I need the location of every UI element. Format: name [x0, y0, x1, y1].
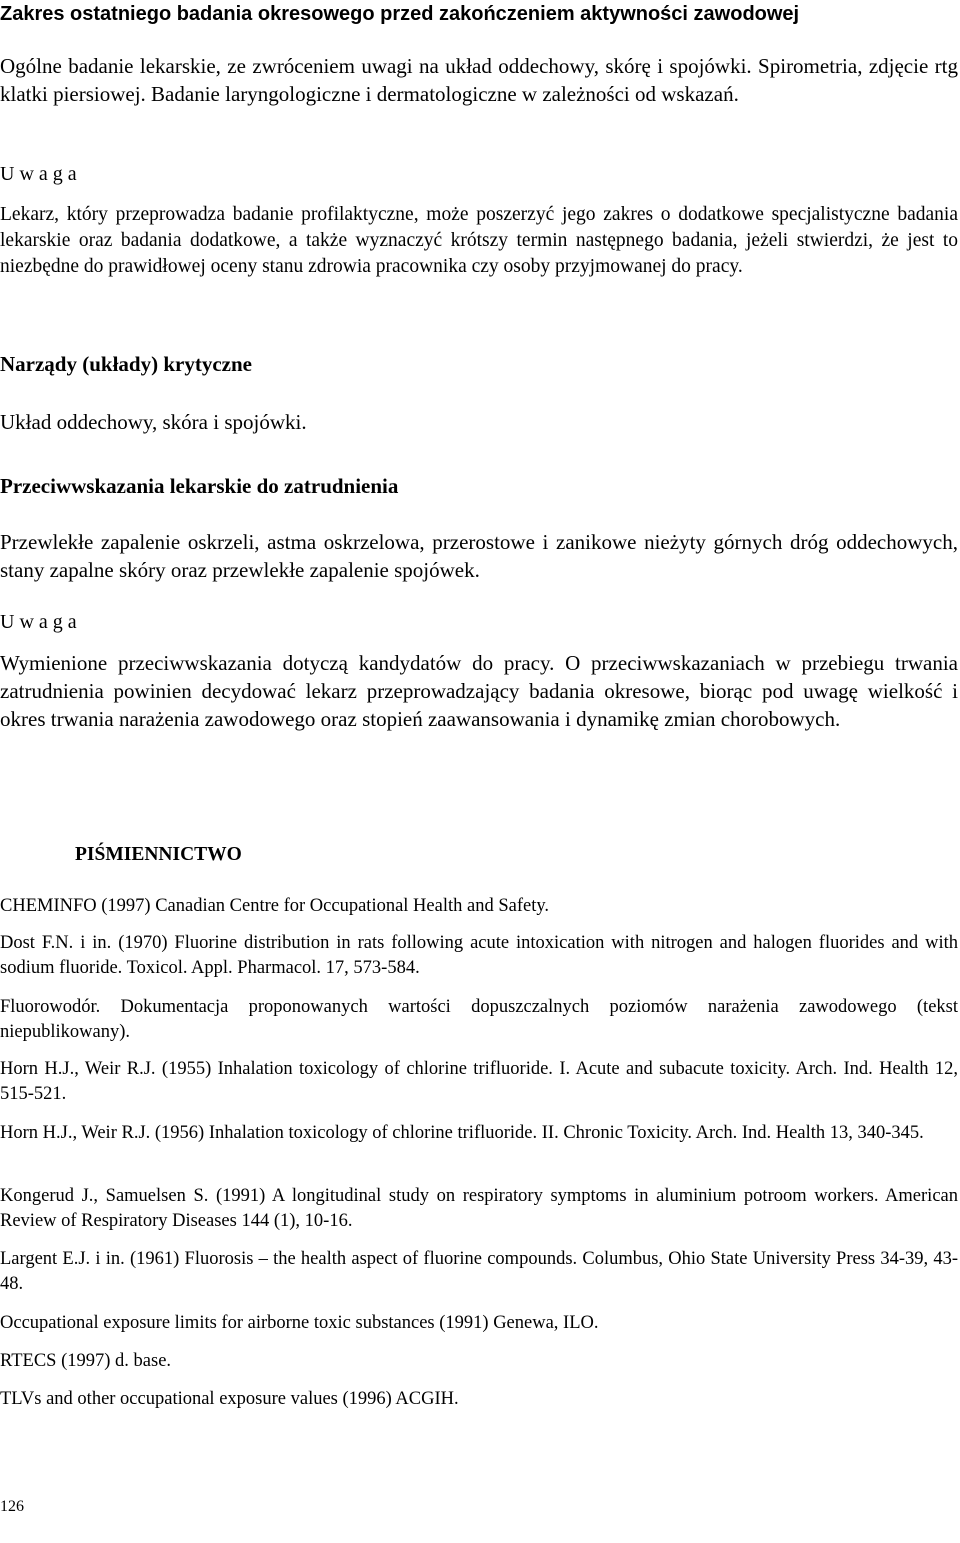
reference-item: Horn H.J., Weir R.J. (1955) Inhalation toxicology of chlorine trifluoride. I. Acute and subacute toxicity. Arch. Ind. Health 12, 515-521. — [0, 1059, 958, 1104]
note-label: Uwaga — [0, 163, 82, 185]
section-heading-final-exam: Zakres ostatniego badania okresowego przed zakończeniem aktywności zawodowej — [0, 3, 800, 25]
reference-item: TLVs and other occupational exposure values (1996) ACGIH. — [0, 1389, 459, 1409]
reference-item: Occupational exposure limits for airborne toxic substances (1991) Genewa, ILO. — [0, 1313, 599, 1333]
paragraph-note-contraindications: Wymienione przeciwwskazania dotyczą kandydatów do pracy. O przeciwwskazaniach w przebiegu trwania zatrudnienia powinien decydować lekarz przeprowadzający badania okresowe, biorąc pod uwagę wielkość i okres trwania narażenia zawodowego oraz stopień zaawansowania i dynamikę zmian chorobowych. — [0, 651, 958, 731]
note-label: Uwaga — [0, 611, 82, 633]
paragraph-exam-scope: Ogólne badanie lekarskie, ze zwróceniem uwagi na układ oddechowy, skórę i spojówki. Spirometria, zdjęcie rtg klatki piersiowej. Badanie laryngologiczne i dermatologiczne w zależności od wskazań. — [0, 54, 958, 106]
reference-item: Largent E.J. i in. (1961) Fluorosis – the health aspect of fluorine compounds. Columbus, Ohio State University Press 34-39, 43-48. — [0, 1249, 958, 1294]
references-heading: PIŚMIENNICTWO — [75, 844, 242, 865]
paragraph-contraindications: Przewlekłe zapalenie oskrzeli, astma oskrzelowa, przerostowe i zanikowe nieżyty górnych dróg oddechowych, stany zapalne skóry oraz przewlekłe zapalenie spojówek. — [0, 530, 958, 582]
reference-item: RTECS (1997) d. base. — [0, 1351, 172, 1371]
reference-item: Fluorowodór. Dokumentacja proponowanych wartości dopuszczalnych poziomów narażenia zawodowego (tekst niepublikowany). — [0, 997, 958, 1042]
section-title-contraindications: Przeciwwskazania lekarskie do zatrudnienia — [0, 474, 399, 498]
section-title-critical-organs: Narządy (układy) krytyczne — [0, 352, 252, 376]
paragraph-note-physician: Lekarz, który przeprowadza badanie profilaktyczne, może poszerzyć jego zakres o dodatkowe specjalistyczne badania lekarskie oraz badania dodatkowe, a także wyznaczyć krótszy termin następnego badania, jeżeli stwierdzi, że jest to niezbędne do prawidłowej oceny stanu zdrowia pracownika czy osoby przyjmowanej do pracy. — [0, 204, 958, 277]
paragraph-critical-organs: Układ oddechowy, skóra i spojówki. — [0, 410, 307, 434]
reference-item: Horn H.J., Weir R.J. (1956) Inhalation toxicology of chlorine trifluoride. II. Chronic Toxicity. Arch. Ind. Health 13, 340-345. — [0, 1123, 924, 1143]
reference-item: CHEMINFO (1997) Canadian Centre for Occupational Health and Safety. — [0, 896, 550, 916]
page-number: 126 — [0, 1498, 24, 1515]
reference-item: Dost F.N. i in. (1970) Fluorine distribution in rats following acute intoxication with nitrogen and halogen fluorides and with sodium fluoride. Toxicol. Appl. Pharmacol. 17, 573-584. — [0, 933, 958, 978]
reference-item: Kongerud J., Samuelsen S. (1991) A longitudinal study on respiratory symptoms in aluminium potroom workers. American Review of Respiratory Diseases 144 (1), 10-16. — [0, 1186, 958, 1231]
